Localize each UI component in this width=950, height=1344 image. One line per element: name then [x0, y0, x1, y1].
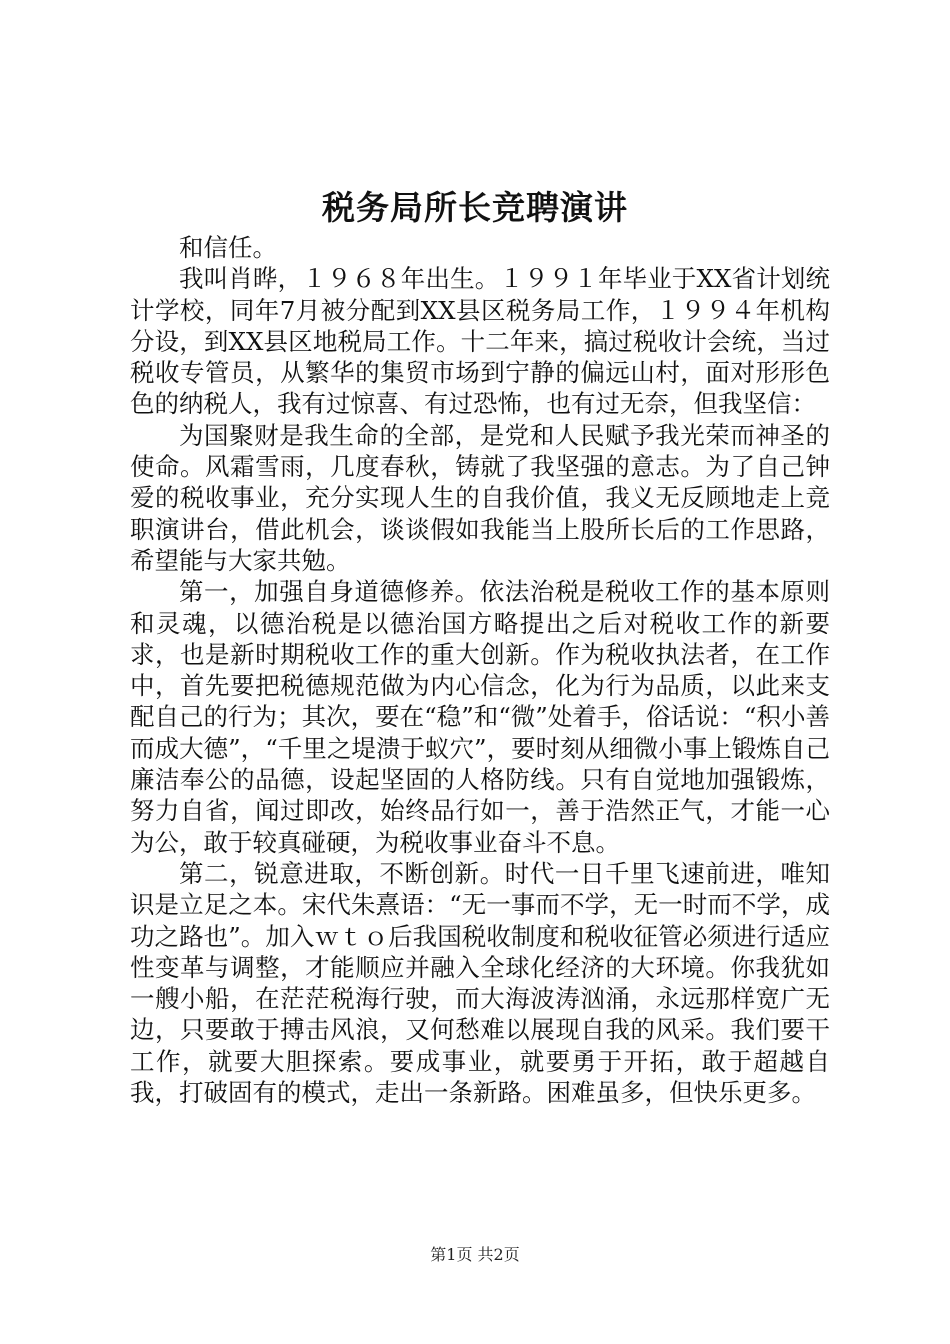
- page-number-footer: 第1页 共2页: [430, 1245, 520, 1264]
- paragraph: 第二，锐意进取，不断创新。时代一日千里飞速前进，唯知识是立足之本。宋代朱熹语：“无一事而不学，无一时而不学，成功之路也”。加入ｗｔｏ后我国税收制度和税收征管必须进行适应性变革与调整，才能顺应并融入全球化经济的大环境。你我犹如一艘小船，在茫茫税海行驶，而大海波涛汹涌，永远那样宽广无边，只要敢于搏击风浪，又何愁难以展现自我的风采。我们要干工作，就要大胆探索。要成事业，就要勇于开拓，敢于超越自我，打破固有的模式，走出一条新路。困难虽多，但快乐更多。: [130, 858, 830, 1108]
- document-body: [130, 232, 830, 1108]
- paragraph: 我叫肖晔，１９６８年出生。１９９１年毕业于XX省计划统计学校，同年7月被分配到XX县区税务局工作，１９９４年机构分设，到XX县区地税局工作。十二年来，搞过税收计会统，当过税收专管员，从繁华的集贸市场到宁静的偏远山村，面对形形色色的纳税人，我有过惊喜、有过恐怖，也有过无奈，但我坚信：: [130, 264, 830, 419]
- paragraph: 第一，加强自身道德修养。依法治税是税收工作的基本原则和灵魂，以德治税是以德治国方略提出之后对税收工作的新要求，也是新时期税收工作的重大创新。作为税收执法者，在工作中，首先要把税德规范做为内心信念，化为行为品质，以此来支配自己的行为；其次，要在“稳”和“微”处着手，俗话说：“积小善而成大德”，“千里之堤溃于蚁穴”，要时刻从细微小事上锻炼自己廉洁奉公的品德，设起坚固的人格防线。只有自觉地加强锻炼，努力自省，闻过即改，始终品行如一，善于浩然正气，才能一心为公，敢于较真碰硬，为税收事业奋斗不息。: [130, 577, 830, 857]
- paragraph: 和信任。: [179, 233, 277, 262]
- paragraph: 为国聚财是我生命的全部，是党和人民赋予我光荣而神圣的使命。风霜雪雨，几度春秋，铸就了我坚强的意志。为了自己钟爱的税收事业，充分实现人生的自我价值，我义无反顾地走上竞职演讲台，借此机会，谈谈假如我能当上股所长后的工作思路，希望能与大家共勉。: [130, 420, 830, 575]
- document-title: 税务局所长竞聘演讲: [322, 188, 628, 227]
